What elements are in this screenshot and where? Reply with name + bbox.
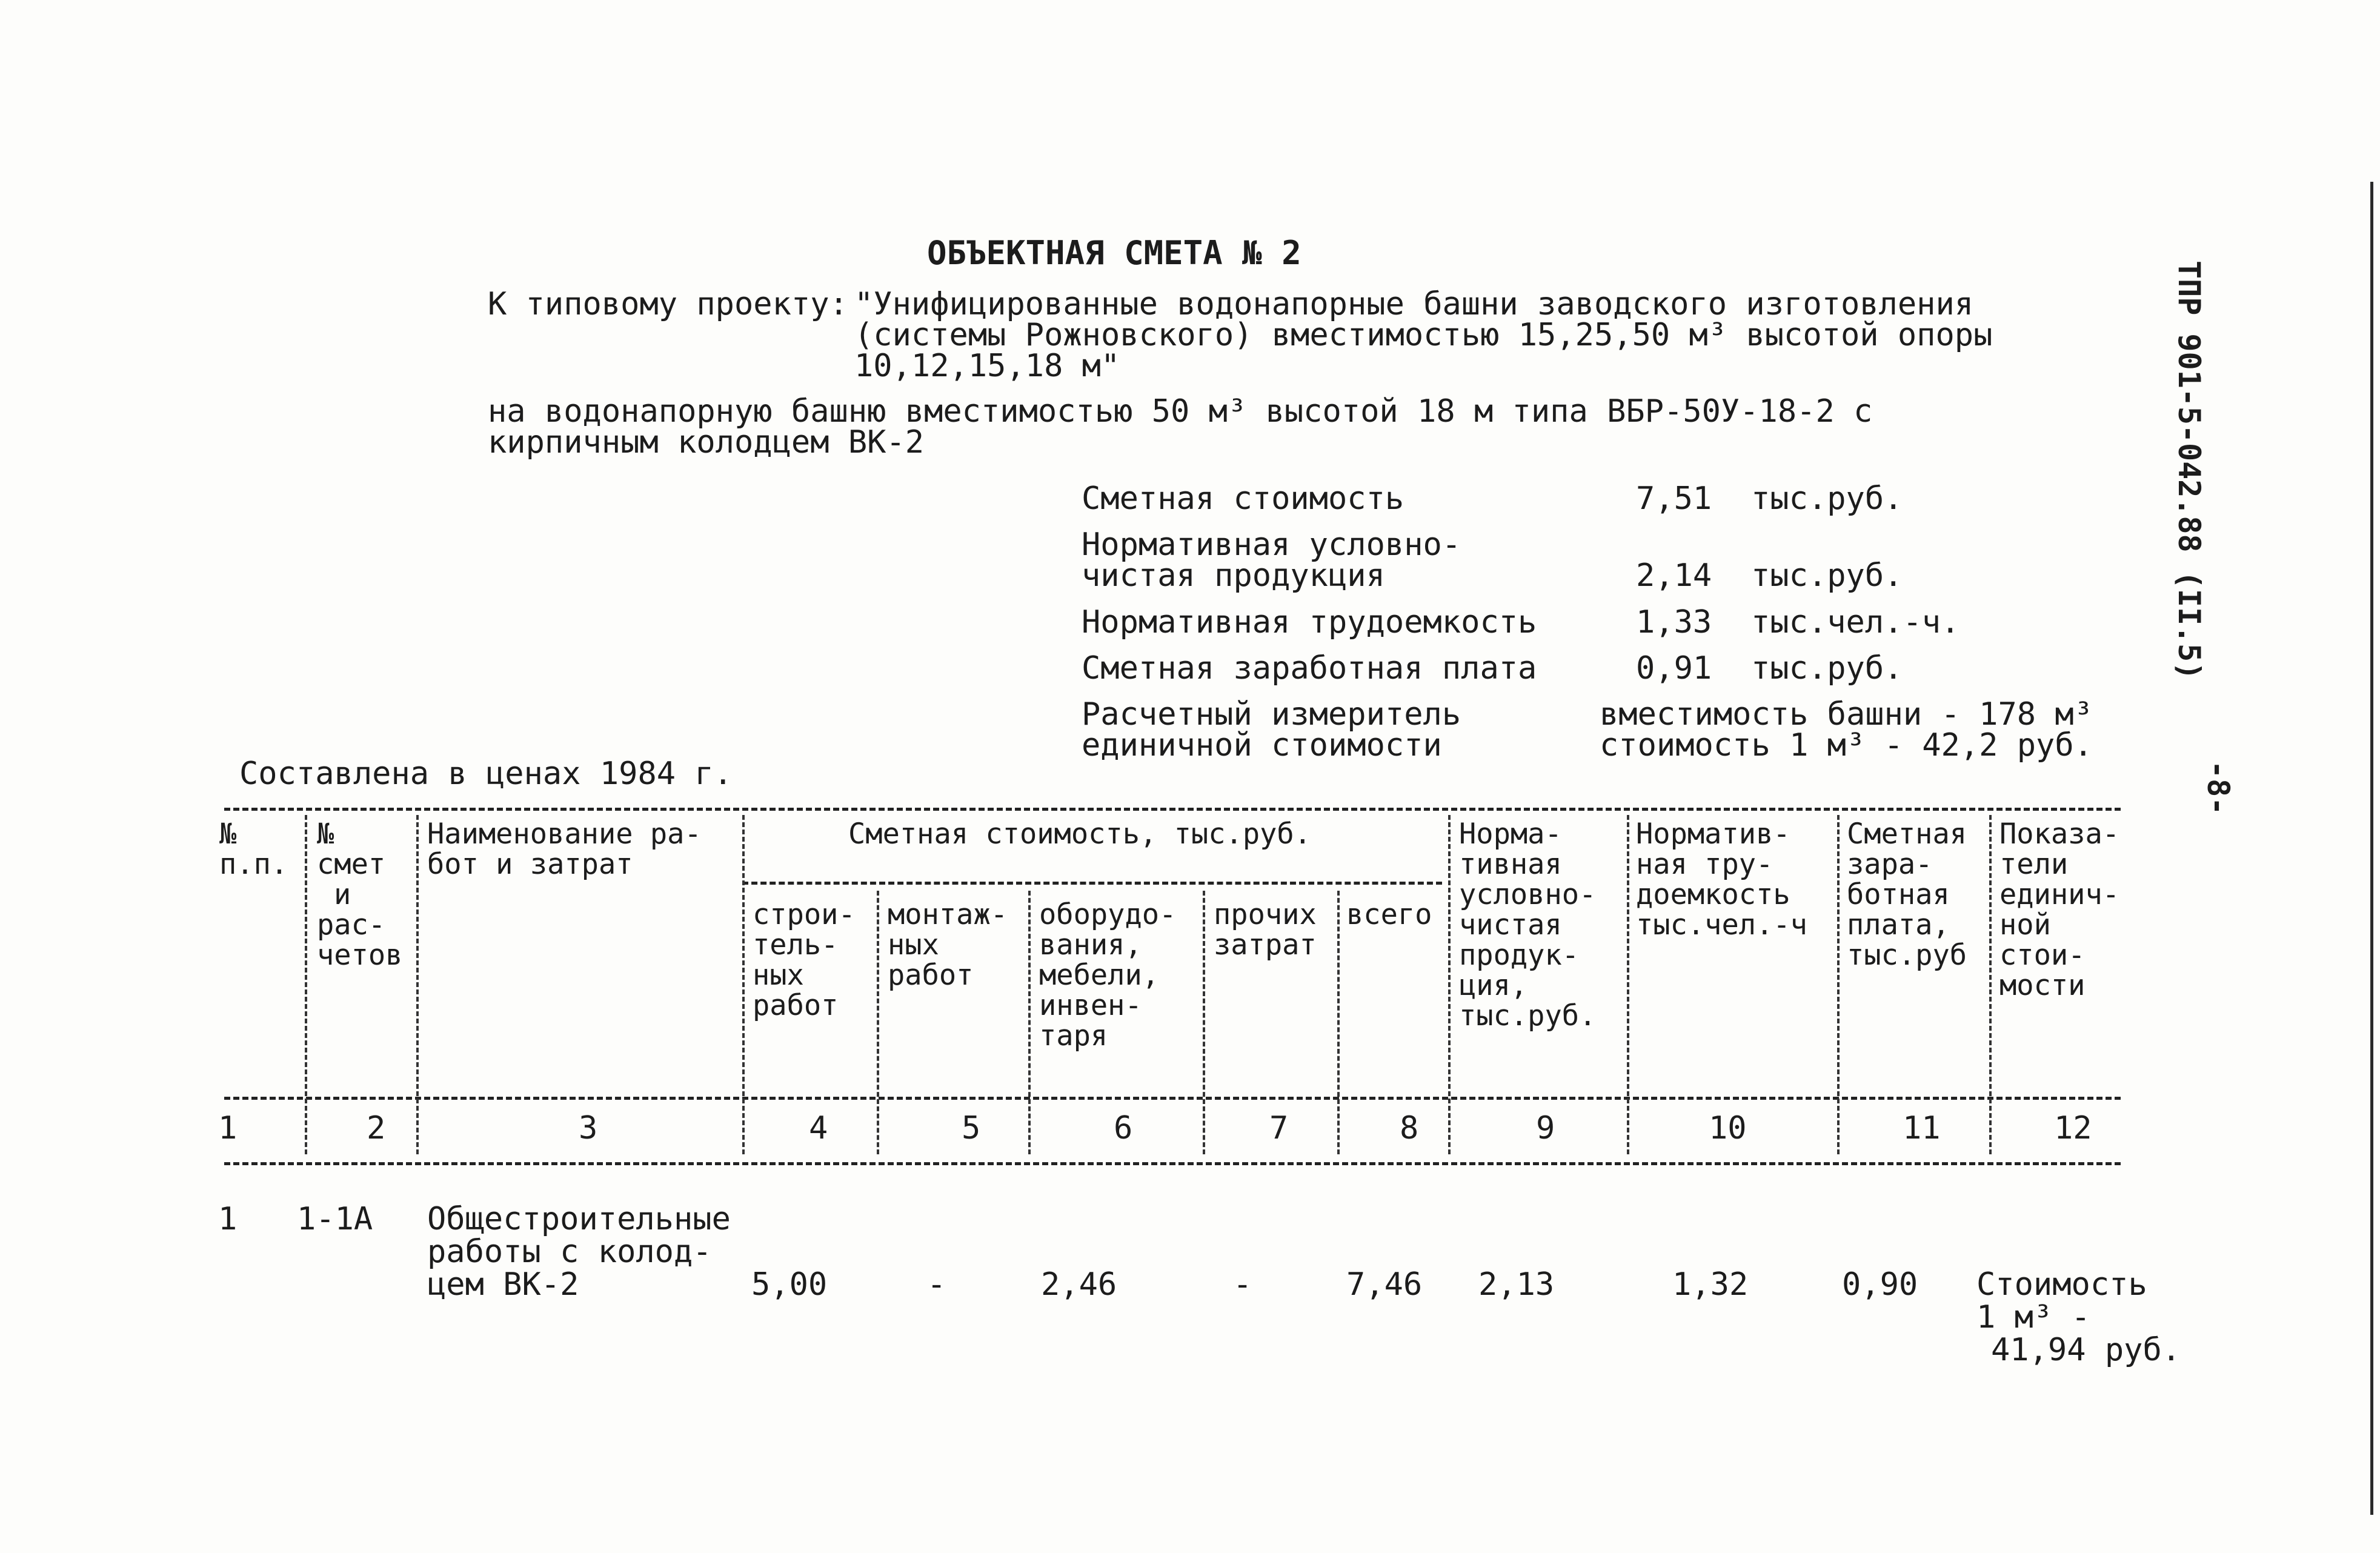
prices-note: Составлена в ценах 1984 г.	[239, 756, 733, 792]
col-number-4: 4	[809, 1110, 828, 1146]
document-title: ОБЪЕКТНАЯ СМЕТА № 2	[927, 234, 1301, 272]
header-col-3: Наименование ра- бот и затрат	[427, 817, 702, 881]
header-col-1: № п.п.	[219, 817, 288, 881]
summary-net-unit: тыс.руб.	[1751, 557, 1903, 594]
col-separator	[1203, 891, 1205, 1154]
col-separator	[877, 891, 879, 1154]
summary-wage-unit: тыс.руб.	[1751, 650, 1903, 687]
col-separator	[742, 815, 745, 1154]
header-col-4: строи- тель- ных работ	[753, 898, 856, 1022]
row-total: 7,46	[1346, 1266, 1423, 1303]
row-other: -	[1233, 1266, 1252, 1303]
summary-cost-value: 7,51	[1636, 481, 1712, 517]
header-col-10: Норматив- ная тру- доемкость тыс.чел.-ч	[1636, 817, 1807, 942]
col-number-2: 2	[367, 1110, 386, 1146]
page-number: -8-	[2201, 760, 2236, 816]
summary-net-label-2: чистая продукция	[1082, 557, 1385, 594]
col-separator	[1448, 815, 1451, 1154]
col-number-7: 7	[1269, 1110, 1289, 1146]
row-work-name: Общестроительные работы с колод- цем ВК-2	[427, 1201, 731, 1303]
col-separator	[1989, 815, 1992, 1154]
summary-meter-value-1: вместимость башни - 178 м³	[1600, 696, 2093, 733]
summary-cost-unit: тыс.руб.	[1751, 481, 1903, 517]
col-number-3: 3	[579, 1110, 598, 1146]
row-net: 2,13	[1478, 1266, 1555, 1303]
project-line-2: (системы Рожновского) вместимостью 15,25,50 м³ высотой опоры	[854, 317, 1993, 353]
header-group-cost: Сметная стоимость, тыс.руб.	[848, 817, 1312, 851]
header-col-6: оборудо- вания, мебели, инвен- таря	[1039, 898, 1177, 1053]
col-number-5: 5	[962, 1110, 981, 1146]
row-indicator: Стоимость 1 м³ - 41,94 руб.	[1976, 1266, 2181, 1368]
object-line-1: на водонапорную башню вместимостью 50 м³ высотой 18 м типа ВБР-50У-18-2 с	[488, 393, 1873, 430]
summary-labor-value: 1,33	[1636, 604, 1712, 640]
summary-labor-label: Нормативная трудоемкость	[1082, 604, 1537, 640]
summary-cost-label: Сметная стоимость	[1082, 481, 1404, 517]
table-group-rule	[742, 882, 1442, 885]
summary-wage-label: Сметная заработная плата	[1082, 650, 1537, 687]
col-separator	[416, 815, 419, 1154]
row-wage: 0,90	[1842, 1266, 1918, 1303]
col-number-8: 8	[1400, 1110, 1419, 1146]
object-line-2: кирпичным колодцем ВК-2	[488, 424, 925, 461]
col-separator	[305, 815, 307, 1154]
header-col-9: Норма- тивная условно- чистая продук- ция, тыс.руб.	[1459, 817, 1597, 1033]
project-label: К типовому проекту:	[488, 286, 848, 322]
col-number-9: 9	[1536, 1110, 1555, 1146]
summary-wage-value: 0,91	[1636, 650, 1712, 687]
summary-net-value: 2,14	[1636, 557, 1712, 594]
col-separator	[1028, 891, 1031, 1154]
row-labor: 1,32	[1672, 1266, 1749, 1303]
table-numbers-rule	[224, 1162, 2121, 1165]
col-number-6: 6	[1114, 1110, 1133, 1146]
page-edge-line	[2370, 182, 2373, 1515]
table-top-rule	[224, 808, 2121, 811]
row-installation: -	[927, 1266, 946, 1303]
document-code: ТПР 901-5-042.88 (II.5)	[2172, 261, 2207, 680]
col-separator	[1837, 815, 1840, 1154]
header-col-2: № смет и рас- четов	[317, 817, 403, 972]
row-construction: 5,00	[751, 1266, 828, 1303]
col-number-11: 11	[1903, 1110, 1941, 1146]
header-col-8: всего	[1346, 898, 1432, 931]
col-number-1: 1	[218, 1110, 238, 1146]
col-number-12: 12	[2054, 1110, 2092, 1146]
col-separator	[1627, 815, 1629, 1154]
header-col-5: монтаж- ных работ	[888, 898, 1008, 992]
summary-labor-unit: тыс.чел.-ч.	[1751, 604, 1960, 640]
row-calc-ref: 1-1А	[297, 1201, 373, 1237]
row-number: 1	[218, 1201, 238, 1237]
col-number-10: 10	[1709, 1110, 1747, 1146]
project-line-3: 10,12,15,18 м"	[854, 348, 1120, 384]
summary-net-label-1: Нормативная условно-	[1082, 527, 1461, 563]
header-col-7: прочих затрат	[1214, 898, 1317, 962]
col-separator	[1337, 891, 1340, 1154]
summary-meter-value-2: стоимость 1 м³ - 42,2 руб.	[1600, 727, 2093, 763]
row-equipment: 2,46	[1041, 1266, 1117, 1303]
summary-meter-label-1: Расчетный измеритель	[1082, 696, 1461, 733]
table-header-bottom-rule	[224, 1097, 2121, 1100]
project-line-1: "Унифицированные водонапорные башни заводского изготовления	[854, 286, 1974, 322]
header-col-11: Сметная зара- ботная плата, тыс.руб	[1847, 817, 1967, 972]
summary-meter-label-2: единичной стоимости	[1082, 727, 1442, 763]
header-col-12: Показа- тели единич- ной стои- мости	[1999, 817, 2120, 1002]
